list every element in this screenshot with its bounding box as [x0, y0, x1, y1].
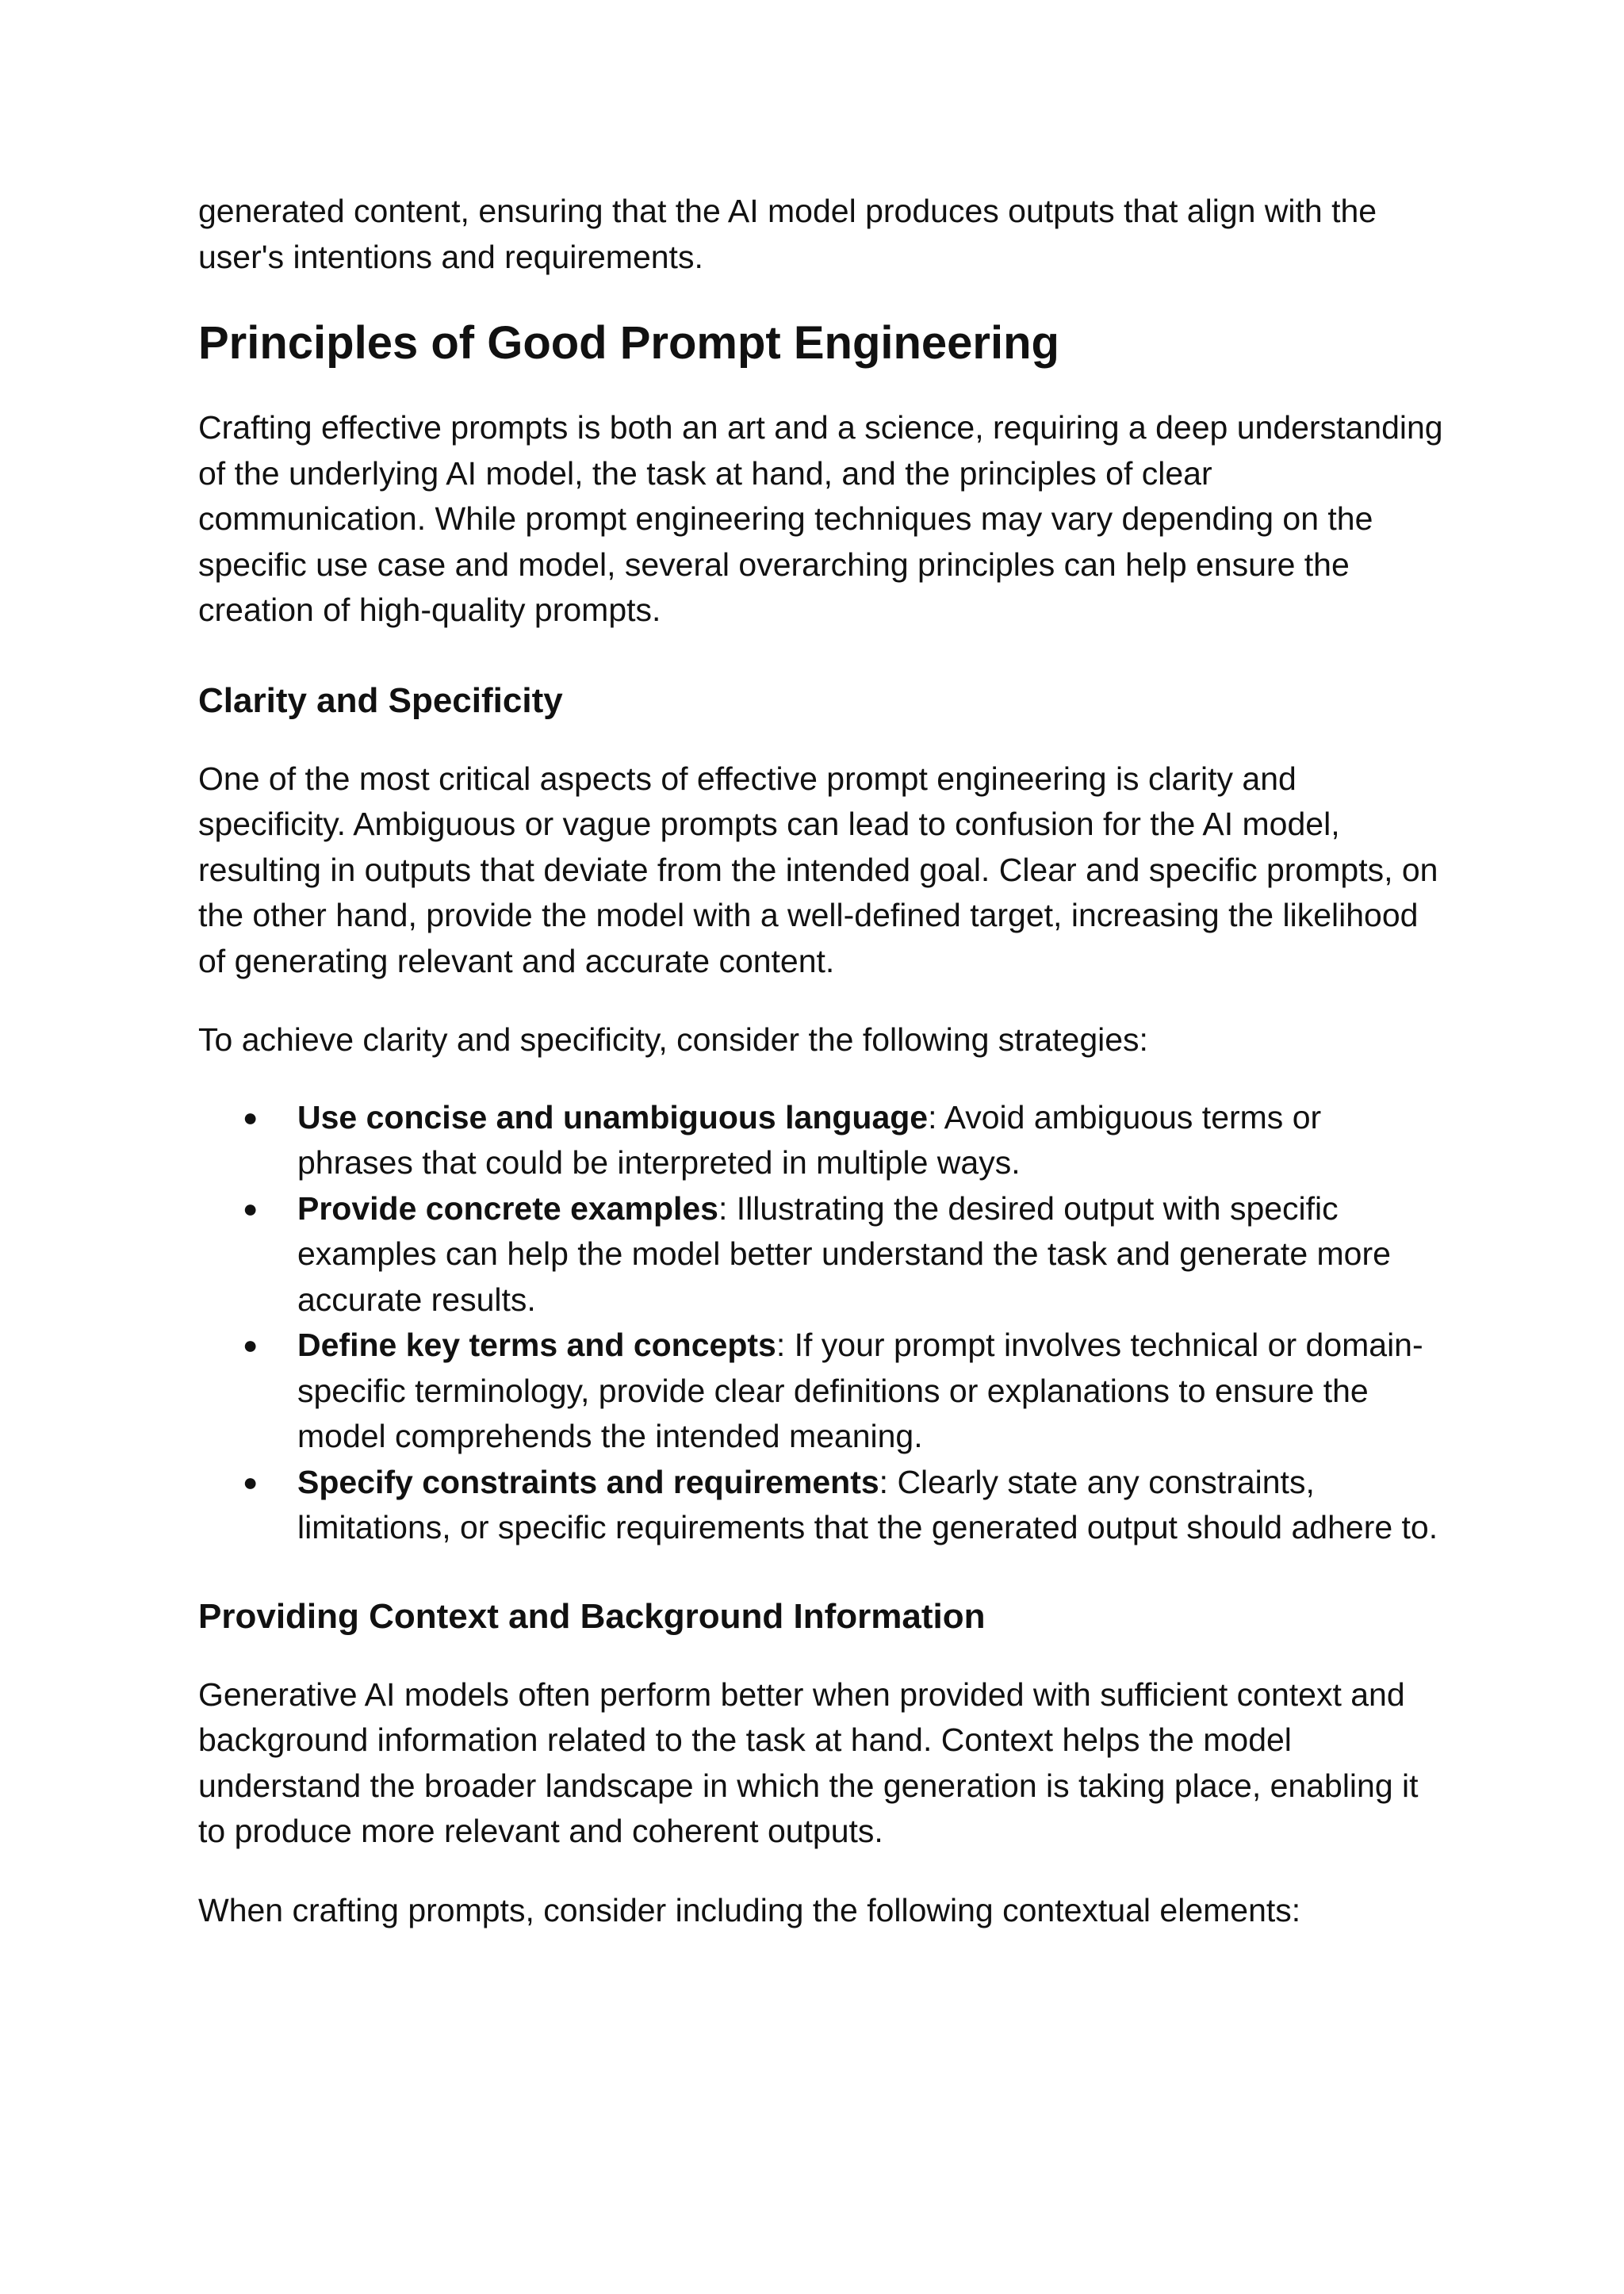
- context-paragraph: Generative AI models often perform better when provided with sufficient context and background information related to the task at hand. Context helps the model understand the broader landscape in which the generation is taking place, enabling it to produce more relevant and coherent outputs.: [198, 1676, 1419, 1849]
- list-item-term: Provide concrete examples: [297, 1189, 718, 1227]
- list-item: [198, 1460, 1443, 1551]
- bullet-icon: ●: [243, 1102, 259, 1132]
- intro-paragraph-tail: generated content, ensuring that the AI model produces outputs that align with the user's intentions and requirements.: [198, 193, 1377, 275]
- bullet-icon: ●: [243, 1193, 259, 1223]
- bullet-icon: ●: [243, 1467, 259, 1496]
- list-item-text: : Avoid ambiguous terms or phrases that could be interpreted in multiple ways.: [297, 1098, 1322, 1181]
- section-intro-paragraph: Crafting effective prompts is both an art and a science, requiring a deep understanding of the underlying AI model, the task at hand, and the principles of clear communication. While prompt engineering techniques may vary depending on the specific use case and model, several overarching principles can help ensure the creation of high-quality prompts.: [198, 409, 1443, 628]
- list-item-text: : Illustrating the desired output with specific examples can help the model better understand the task and generate more accurate results.: [297, 1189, 1391, 1318]
- list-item-term: Define key terms and concepts: [297, 1327, 776, 1363]
- clarity-lead: To achieve clarity and specificity, consider the following strategies:: [198, 1021, 1148, 1058]
- section-title: Principles of Good Prompt Engineering: [198, 317, 1059, 369]
- clarity-heading: Clarity and Specificity: [198, 680, 563, 720]
- list-item-term: Specify constraints and requirements: [297, 1463, 879, 1500]
- list-item: [198, 1186, 1443, 1323]
- document-page: [198, 189, 1443, 1933]
- list-item: [198, 1095, 1443, 1186]
- list-item-text: : Clearly state any constraints, limitations, or specific requirements that the generated output should adhere to.: [297, 1463, 1438, 1545]
- clarity-paragraph: One of the most critical aspects of effective prompt engineering is clarity and specificity. Ambiguous or vague prompts can lead to confusion for the AI model, resulting in outputs that deviate from the intended goal. Clear and specific prompts, on the other hand, provide the model with a well-defined target, increasing the likelihood of generating relevant and accurate content.: [198, 760, 1438, 979]
- bullet-icon: ●: [243, 1331, 259, 1359]
- strategy-list: [198, 1095, 1443, 1551]
- list-item: [198, 1323, 1443, 1460]
- list-item-text: : If your prompt involves technical or domain-specific terminology, provide clear definitions or explanations to ensure the model comprehends the intended meaning.: [297, 1327, 1423, 1454]
- context-lead: When crafting prompts, consider including the following contextual elements:: [198, 1891, 1301, 1928]
- list-item-term: Use concise and unambiguous language: [297, 1098, 929, 1136]
- context-heading: Providing Context and Background Information: [198, 1596, 986, 1636]
